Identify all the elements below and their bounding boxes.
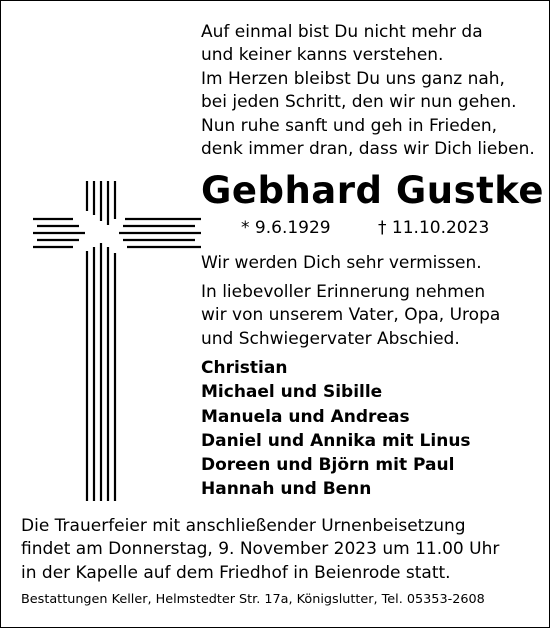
mourner: Christian [201, 358, 288, 378]
cross-icon [33, 181, 203, 501]
miss-line: Wir werden Dich sehr vermissen. [201, 253, 482, 273]
poem-line: und keiner kanns verstehen. [201, 45, 444, 66]
service-line: findet am Donnerstag, 9. November 2023 um 11.00 Uhr [21, 539, 500, 560]
poem-line: bei jeden Schritt, den wir nun gehen. [201, 92, 517, 113]
poem-line: denk immer dran, dass wir Dich lieben. [201, 139, 535, 160]
service-line: in der Kapelle auf dem Friedhof in Beienrode statt. [21, 562, 451, 583]
mourner: Hannah und Benn [201, 479, 372, 500]
mourner: Doreen und Björn mit Paul [201, 455, 455, 476]
life-dates [241, 218, 489, 238]
farewell-line: wir von unserem Vater, Opa, Uropa [201, 305, 501, 326]
mourner: Daniel und Annika mit Linus [201, 430, 471, 451]
mourners-list [201, 356, 471, 502]
service-info [21, 515, 499, 585]
mourner: Michael und Sibille [201, 382, 383, 403]
death-date: † 11.10.2023 [378, 218, 490, 238]
farewell-line: In liebevoller Erinnerung nehmen [201, 282, 486, 302]
mourner: Manuela und Andreas [201, 406, 410, 427]
undertaker-contact: Bestattungen Keller, Helmstedter Str. 17a, Königslutter, Tel. 05353-2608 [21, 592, 485, 607]
service-line: Die Trauerfeier mit anschließender Urnenbeisetzung [21, 516, 466, 536]
farewell-line: und Schwiegervater Abschied. [201, 328, 460, 349]
poem-line: Im Herzen bleibst Du uns ganz nah, [201, 68, 505, 89]
poem-line: Nun ruhe sanft und geh in Frieden, [201, 115, 498, 136]
farewell-text [201, 281, 500, 351]
poem [201, 21, 535, 161]
birth-date: * 9.6.1929 [241, 218, 331, 238]
poem-line: Auf einmal bist Du nicht mehr da [201, 22, 483, 42]
deceased-name: Gebhard Gustke [201, 169, 544, 212]
